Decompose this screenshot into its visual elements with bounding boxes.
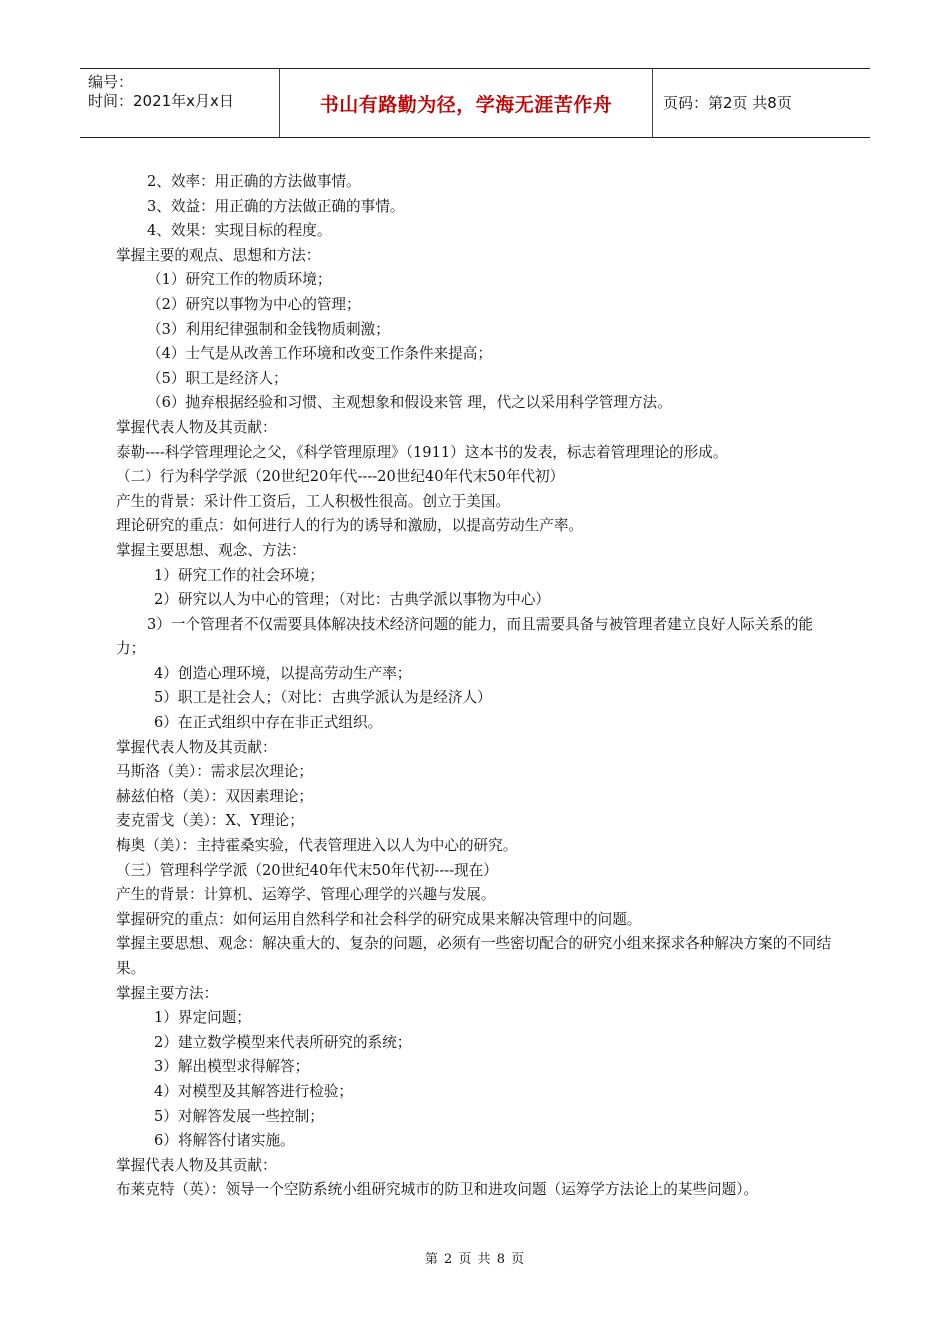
- text-line: 4、效果：实现目标的程度。: [147, 222, 332, 240]
- list-item: 4）创造心理环境，以提高劳动生产率；: [154, 664, 412, 682]
- page-header: [80, 68, 870, 138]
- text-line: 3、效益：用正确的方法做正确的事情。: [147, 197, 405, 215]
- header-motto-cell: [280, 69, 653, 137]
- list-item: 5）对解答发展一些控制；: [154, 1107, 324, 1125]
- text-line: 理论研究的重点：如何进行人的行为的诱导和激励，以提高劳动生产率。: [116, 517, 584, 535]
- list-item: 4）对模型及其解答进行检验；: [154, 1082, 354, 1100]
- text-line: 布莱克特（英）：领导一个空防系统小组研究城市的防卫和进攻问题（运筹学方法论上的某些问题）。: [116, 1181, 759, 1199]
- list-item: （4）士气是从改善工作环境和改变工作条件来提高；: [147, 345, 492, 363]
- text-line: 梅奥（美）：主持霍桑实验，代表管理进入以人为中心的研究。: [116, 837, 518, 855]
- list-item: （2）研究以事物为中心的管理；: [147, 295, 361, 313]
- list-item: 2）建立数学模型来代表所研究的系统；: [154, 1033, 412, 1051]
- list-item: 3）一个管理者不仅需要具体解决技术经济问题的能力，而且需要具备与被管理者建立良好人际关系的能力；: [116, 615, 814, 658]
- page-info: 页码：第2页 共8页: [663, 94, 792, 112]
- header-left-cell: [80, 69, 280, 137]
- list-item: 3）解出模型求得解答；: [154, 1058, 310, 1076]
- text-line: 马斯洛（美）：需求层次理论；: [116, 763, 314, 781]
- section-title: （三）管理科学学派（20世纪40年代末50年代初----现在）: [116, 861, 498, 879]
- section-heading: 掌握主要的观点、思想和方法：: [116, 246, 321, 264]
- list-item: 1）研究工作的社会环境；: [154, 566, 324, 584]
- text-line: 麦克雷戈（美）：X、Y理论；: [116, 812, 304, 830]
- document-body: [116, 170, 840, 1203]
- text-line: 产生的背景：计算机、运筹学、管理心理学的兴趣与发展。: [116, 886, 496, 904]
- list-item: 6）将解答付诸实施。: [154, 1132, 295, 1150]
- text-line: 掌握研究的重点：如何运用自然科学和社会科学的研究成果来解决管理中的问题。: [116, 910, 642, 928]
- list-item: （1）研究工作的物质环境；: [147, 271, 332, 289]
- page-footer: 第 2 页 共 8 页: [424, 1252, 526, 1267]
- section-heading: 掌握主要思想、观念、方法：: [116, 541, 306, 559]
- list-item: 6）在正式组织中存在非正式组织。: [154, 714, 383, 732]
- list-item: 1）界定问题；: [154, 1009, 251, 1027]
- section-heading: 掌握代表人物及其贡献：: [116, 738, 277, 756]
- list-item: 5）职工是社会人；（对比：古典学派认为是经济人）: [154, 689, 492, 707]
- text-line: 产生的背景：采计件工资后，工人积极性很高。创立于美国。: [116, 492, 511, 510]
- text-line: 赫兹伯格（美）：双因素理论；: [116, 787, 314, 805]
- list-item: （6）抛弃根据经验和习惯、主观想象和假设来管 理，代之以采用科学管理方法。: [147, 394, 672, 412]
- header-right-cell: [653, 69, 870, 137]
- motto-text: 书山有路勤为径，学海无涯苦作舟: [319, 93, 613, 116]
- list-item: 2）研究以人为中心的管理；（对比：古典学派以事物为中心）: [154, 591, 551, 609]
- list-item: （3）利用纪律强制和金钱物质刺激；: [147, 320, 390, 338]
- section-heading: 掌握代表人物及其贡献：: [116, 1156, 277, 1174]
- list-item: （5）职工是经济人；: [147, 369, 288, 387]
- text-line: 掌握主要思想、观念：解决重大的、复杂的问题，必须有一些密切配合的研究小组来探求各种解决方案的不同结果。: [116, 935, 832, 977]
- code-label: 编号：: [88, 73, 134, 91]
- date-label: 时间：2021年x月x日: [88, 92, 234, 110]
- section-title: （二）行为科学学派（20世纪20年代----20世纪40年代末50年代初）: [116, 468, 565, 486]
- section-heading: 掌握代表人物及其贡献：: [116, 418, 277, 436]
- text-line: 2、效率：用正确的方法做事情。: [147, 173, 361, 190]
- section-heading: 掌握主要方法：: [116, 984, 219, 1002]
- text-line: 泰勒----科学管理理论之父，《科学管理原理》（1911）这本书的发表，标志着管理理论的形成。: [116, 443, 728, 461]
